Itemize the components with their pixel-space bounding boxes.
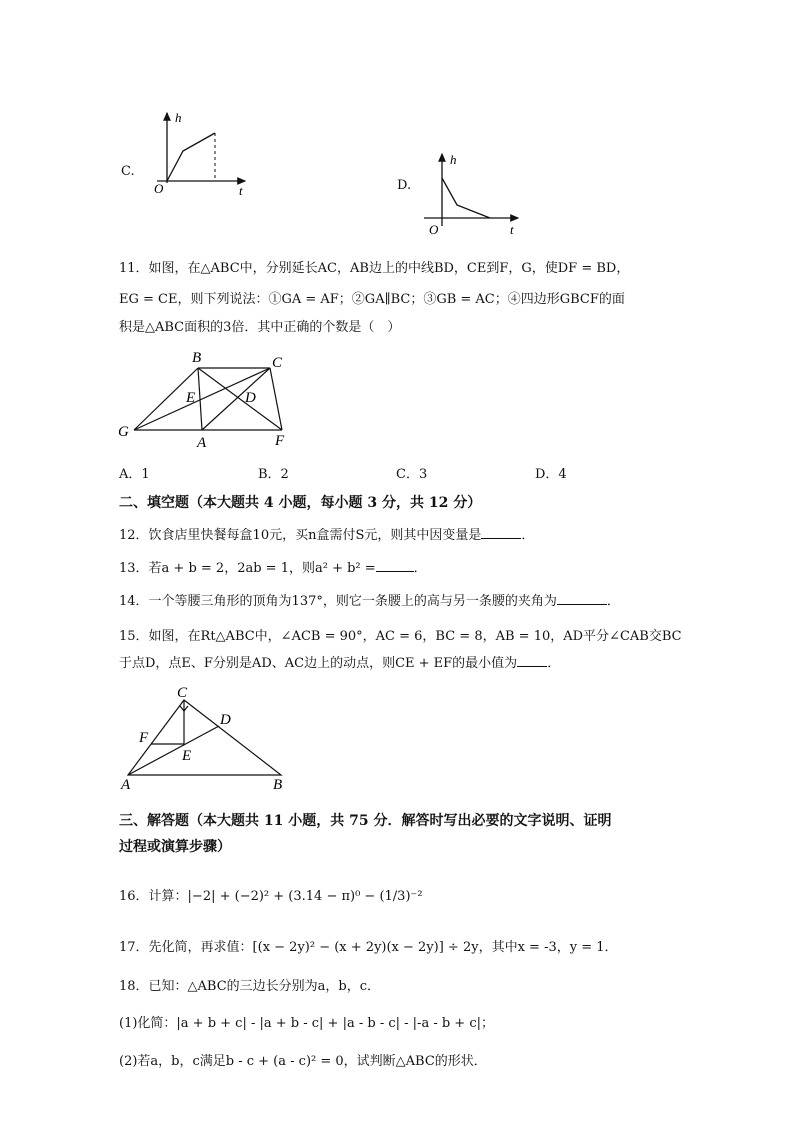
q16-expression: |−2| + (−2)² + (3.14 − π)⁰ − (1/3)⁻²: [187, 889, 423, 904]
o-label: O: [429, 222, 439, 237]
q14: [119, 590, 620, 609]
h-label: h: [450, 152, 457, 167]
q11-line2: EG = CE，则下列说法：①GA = AF；②GA∥BC；③GB = AC；④四边形GBCF的面: [119, 292, 625, 307]
q15-line1: 15．如图，在Rt△ABC中，∠ACB = 90°，AC = 6，BC = 8，AB = 10，AD平分∠CAB交BC: [119, 629, 682, 644]
q17-expression: [(x − 2y)² − (x + 2y)(x − 2y)] ÷ 2y: [252, 940, 479, 955]
q15-figure: [115, 680, 300, 795]
q17-prefix: 17．先化简，再求值：: [119, 940, 253, 955]
q15-line2: [119, 652, 560, 671]
section2-heading: 二、填空题（本大题共 4 小题，每小题 3 分，共 12 分）: [119, 495, 482, 511]
graph-line: [167, 133, 215, 181]
q11-option-d: D．4: [535, 467, 567, 482]
graph-d: [420, 148, 530, 243]
q11-option-c: C．3: [396, 467, 428, 482]
q12-end: ．: [521, 528, 535, 543]
q14-end: ．: [606, 594, 620, 609]
label-g: G: [118, 424, 129, 440]
option-d-label: D.: [397, 178, 412, 193]
label-f: F: [275, 433, 285, 449]
q13-end: ．: [413, 561, 427, 576]
q16-prefix: 16．计算：: [119, 889, 188, 904]
section3-heading-line1: 三、解答题（本大题共 11 小题，共 75 分．解答时写出必要的文字说明、证明: [119, 813, 612, 829]
q15-end: ．: [547, 656, 561, 671]
q18-part1: (1)化简：|a + b + c| - |a + b - c| + |a - b - c| - |-a - b + c|；: [119, 1016, 494, 1031]
q15-line2-text: 于点D，点E、F分别是AD、AC边上的动点，则CE + EF的最小值为: [119, 656, 518, 671]
q14-blank: [557, 592, 607, 605]
q13-blank: [376, 559, 414, 572]
q17: [119, 936, 618, 955]
label-d: D: [245, 390, 256, 406]
label-a: A: [197, 435, 207, 451]
q11-line3: 积是△ABC面积的3倍．其中正确的个数是（ ）: [119, 320, 401, 335]
q17-suffix: ，其中x = -3，y = 1．: [478, 940, 618, 955]
label-f: F: [139, 730, 149, 746]
q11-figure: [112, 345, 302, 455]
t-label: t: [239, 183, 243, 198]
q14-text: 14．一个等腰三角形的顶角为137°，则它一条腰上的高与另一条腰的夹角为: [119, 594, 557, 609]
q12-text: 12．饮食店里快餐每盒10元，买n盒需付S元，则其中因变量是: [119, 528, 482, 543]
section3-heading-line2: 过程或演算步骤）: [119, 839, 231, 855]
label-e: E: [182, 748, 192, 764]
graph-line: [442, 178, 490, 218]
label-b: B: [273, 777, 283, 793]
q18-part2: (2)若a，b，c满足b - c + (a - c)² = 0，试判断△ABC的形状．: [119, 1054, 487, 1069]
q11-option-a: A．1: [119, 467, 150, 482]
h-label: h: [175, 110, 182, 125]
graph-c: [145, 105, 255, 200]
q11-line1: 11．如图，在△ABC中，分别延长AC，AB边上的中线BD，CE到F，G，使DF = BD，: [119, 261, 630, 276]
q16: [119, 885, 423, 904]
label-b: B: [192, 350, 202, 366]
q12: [119, 524, 534, 543]
option-c-label: C.: [121, 164, 135, 179]
label-d: D: [220, 712, 231, 728]
q13-text: 13．若a + b = 2，2ab = 1，则a² + b² =: [119, 561, 376, 576]
t-label: t: [510, 222, 514, 237]
q18-line1: 18．已知：△ABC的三边长分别为a，b，c．: [119, 979, 381, 994]
q11-option-b: B．2: [258, 467, 289, 482]
q13: [119, 557, 427, 576]
label-e: E: [186, 390, 196, 406]
label-a: A: [121, 777, 131, 793]
o-label: O: [154, 181, 164, 196]
q15-blank: [517, 654, 547, 667]
q12-blank: [481, 526, 521, 539]
label-c: C: [272, 355, 283, 371]
label-c: C: [177, 685, 188, 701]
